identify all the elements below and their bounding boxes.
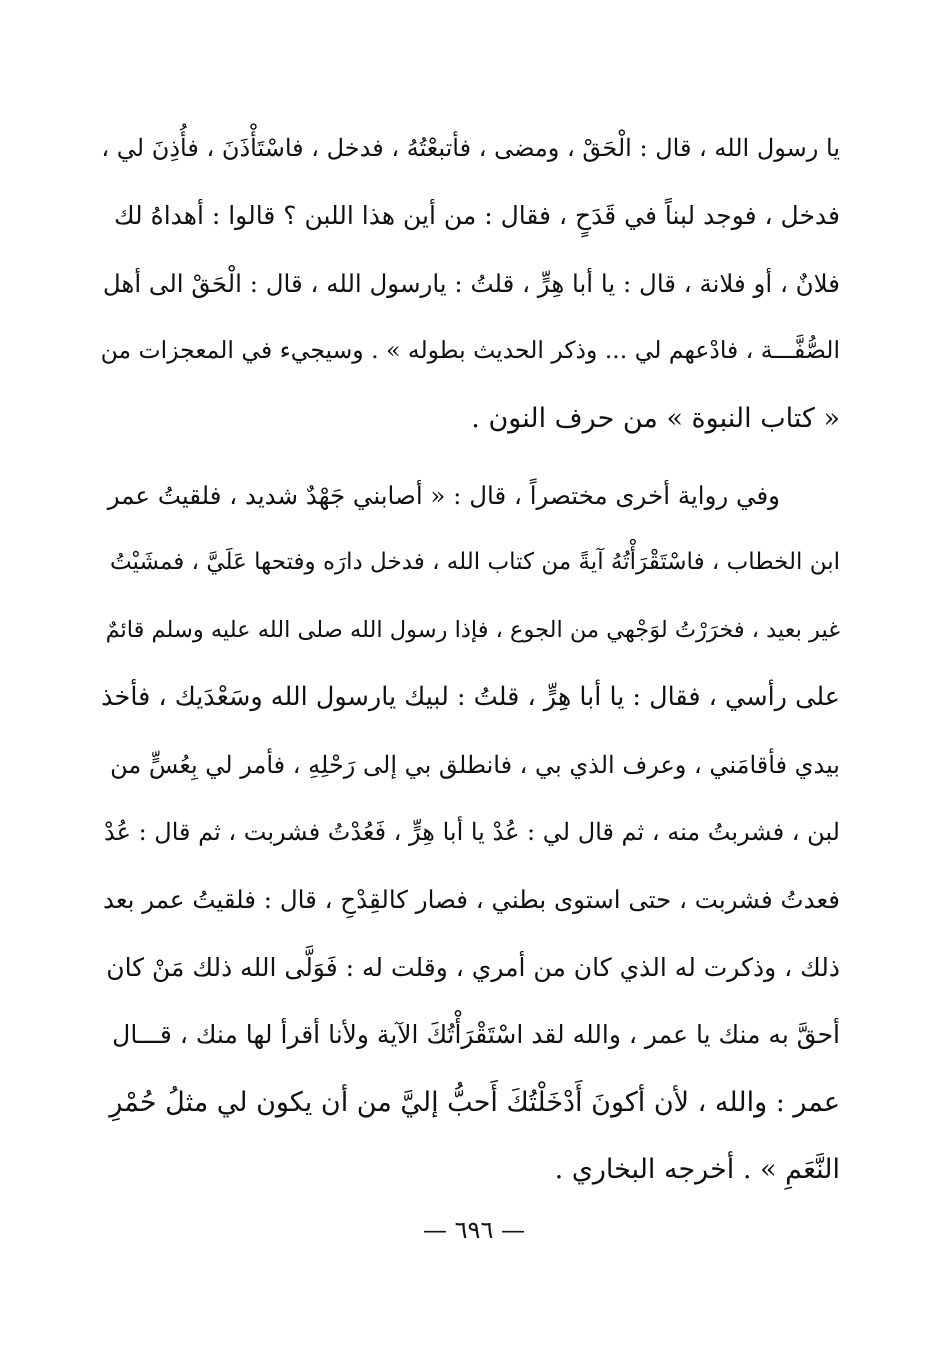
- text-line: ذلك ، وذكرت له الذي كان من أمري ، وقلت له : فَوَلَّى الله ذلك مَنْ كان: [106, 952, 840, 982]
- text-line: فدخل ، فوجد لبناً في قَدَحٍ ، فقال : من أين هذا اللبن ؟ قالوا : أهداهُ لك: [113, 201, 840, 231]
- text-line: فلانٌ ، أو فلانة ، قال : يا أبا هِرٍّ ، قلتُ : يارسول الله ، قال : الْحَقْ الى أهل: [102, 268, 840, 298]
- text-line: النَّعَمِ » . أخرجه البخاري .: [554, 1153, 840, 1185]
- text-line: وفي رواية أخرى مختصراً ، قال : « أصابني جَهْدٌ شديد ، فلقيتُ عمر: [107, 481, 780, 510]
- paragraph-2: [100, 462, 840, 1203]
- page-number: — ٦٩٦ —: [423, 1216, 525, 1244]
- text-line: عمر : والله ، لأن أكونَ أَدْخَلْتُكَ أَحبُّ إليَّ من أن يكون لي مثلُ حُمْرِ: [109, 1086, 840, 1118]
- text-line: « كتاب النبوة » من حرف النون .: [471, 402, 840, 434]
- paragraph-1: [100, 115, 840, 452]
- text-line: يا رسول الله ، قال : الْحَقْ ، ومضى ، فأتبعْتُهُ ، فدخل ، فاسْتَأْذَنَ ، فأُذِنَ لي ،: [101, 134, 840, 162]
- text-line: أحقَّ به منك يا عمر ، والله لقد اسْتَقْرَأْتُكَ الآية ولأنا أقرأ لها منك ، قـــال: [112, 1020, 840, 1050]
- text-line: على رأسي ، فقال : يا أبا هِرٍّ ، قلتُ : لبيك يارسول الله وسَعْدَيك ، فأخذ: [101, 682, 840, 713]
- text-line: غير بعيد ، فخرَرْتُ لوَجْهي من الجوع ، فإذا رسول الله صلى الله عليه وسلم قائمٌ: [105, 616, 840, 643]
- text-line: ابن الخطاب ، فاسْتَقْرَأْتُهُ آيةً من كتاب الله ، فدخل دارَه وفتحها عَلَيَّ ، فمشَيْتُ: [109, 549, 840, 576]
- text-line: الصُّفَّـــة ، فادْعهم لي ... وذكر الحديث بطوله » . وسيجيء في المعجزات من: [100, 336, 840, 365]
- text-line: بيدي فأقامَني ، وعرف الذي بي ، فانطلق بي إلى رَحْلِهِ ، فأمر لي بِعُسٍّ من: [110, 750, 840, 779]
- text-line: فعدتُ فشربت ، حتى استوى بطني ، فصار كالقِدْحِ ، قال : فلقيتُ عمر بعد: [102, 885, 840, 915]
- text-line: لبن ، فشربتُ منه ، ثم قال لي : عُدْ يا أبا هِرٍّ ، فَعُدْتُ فشربت ، ثم قال : عُدْ: [104, 817, 840, 846]
